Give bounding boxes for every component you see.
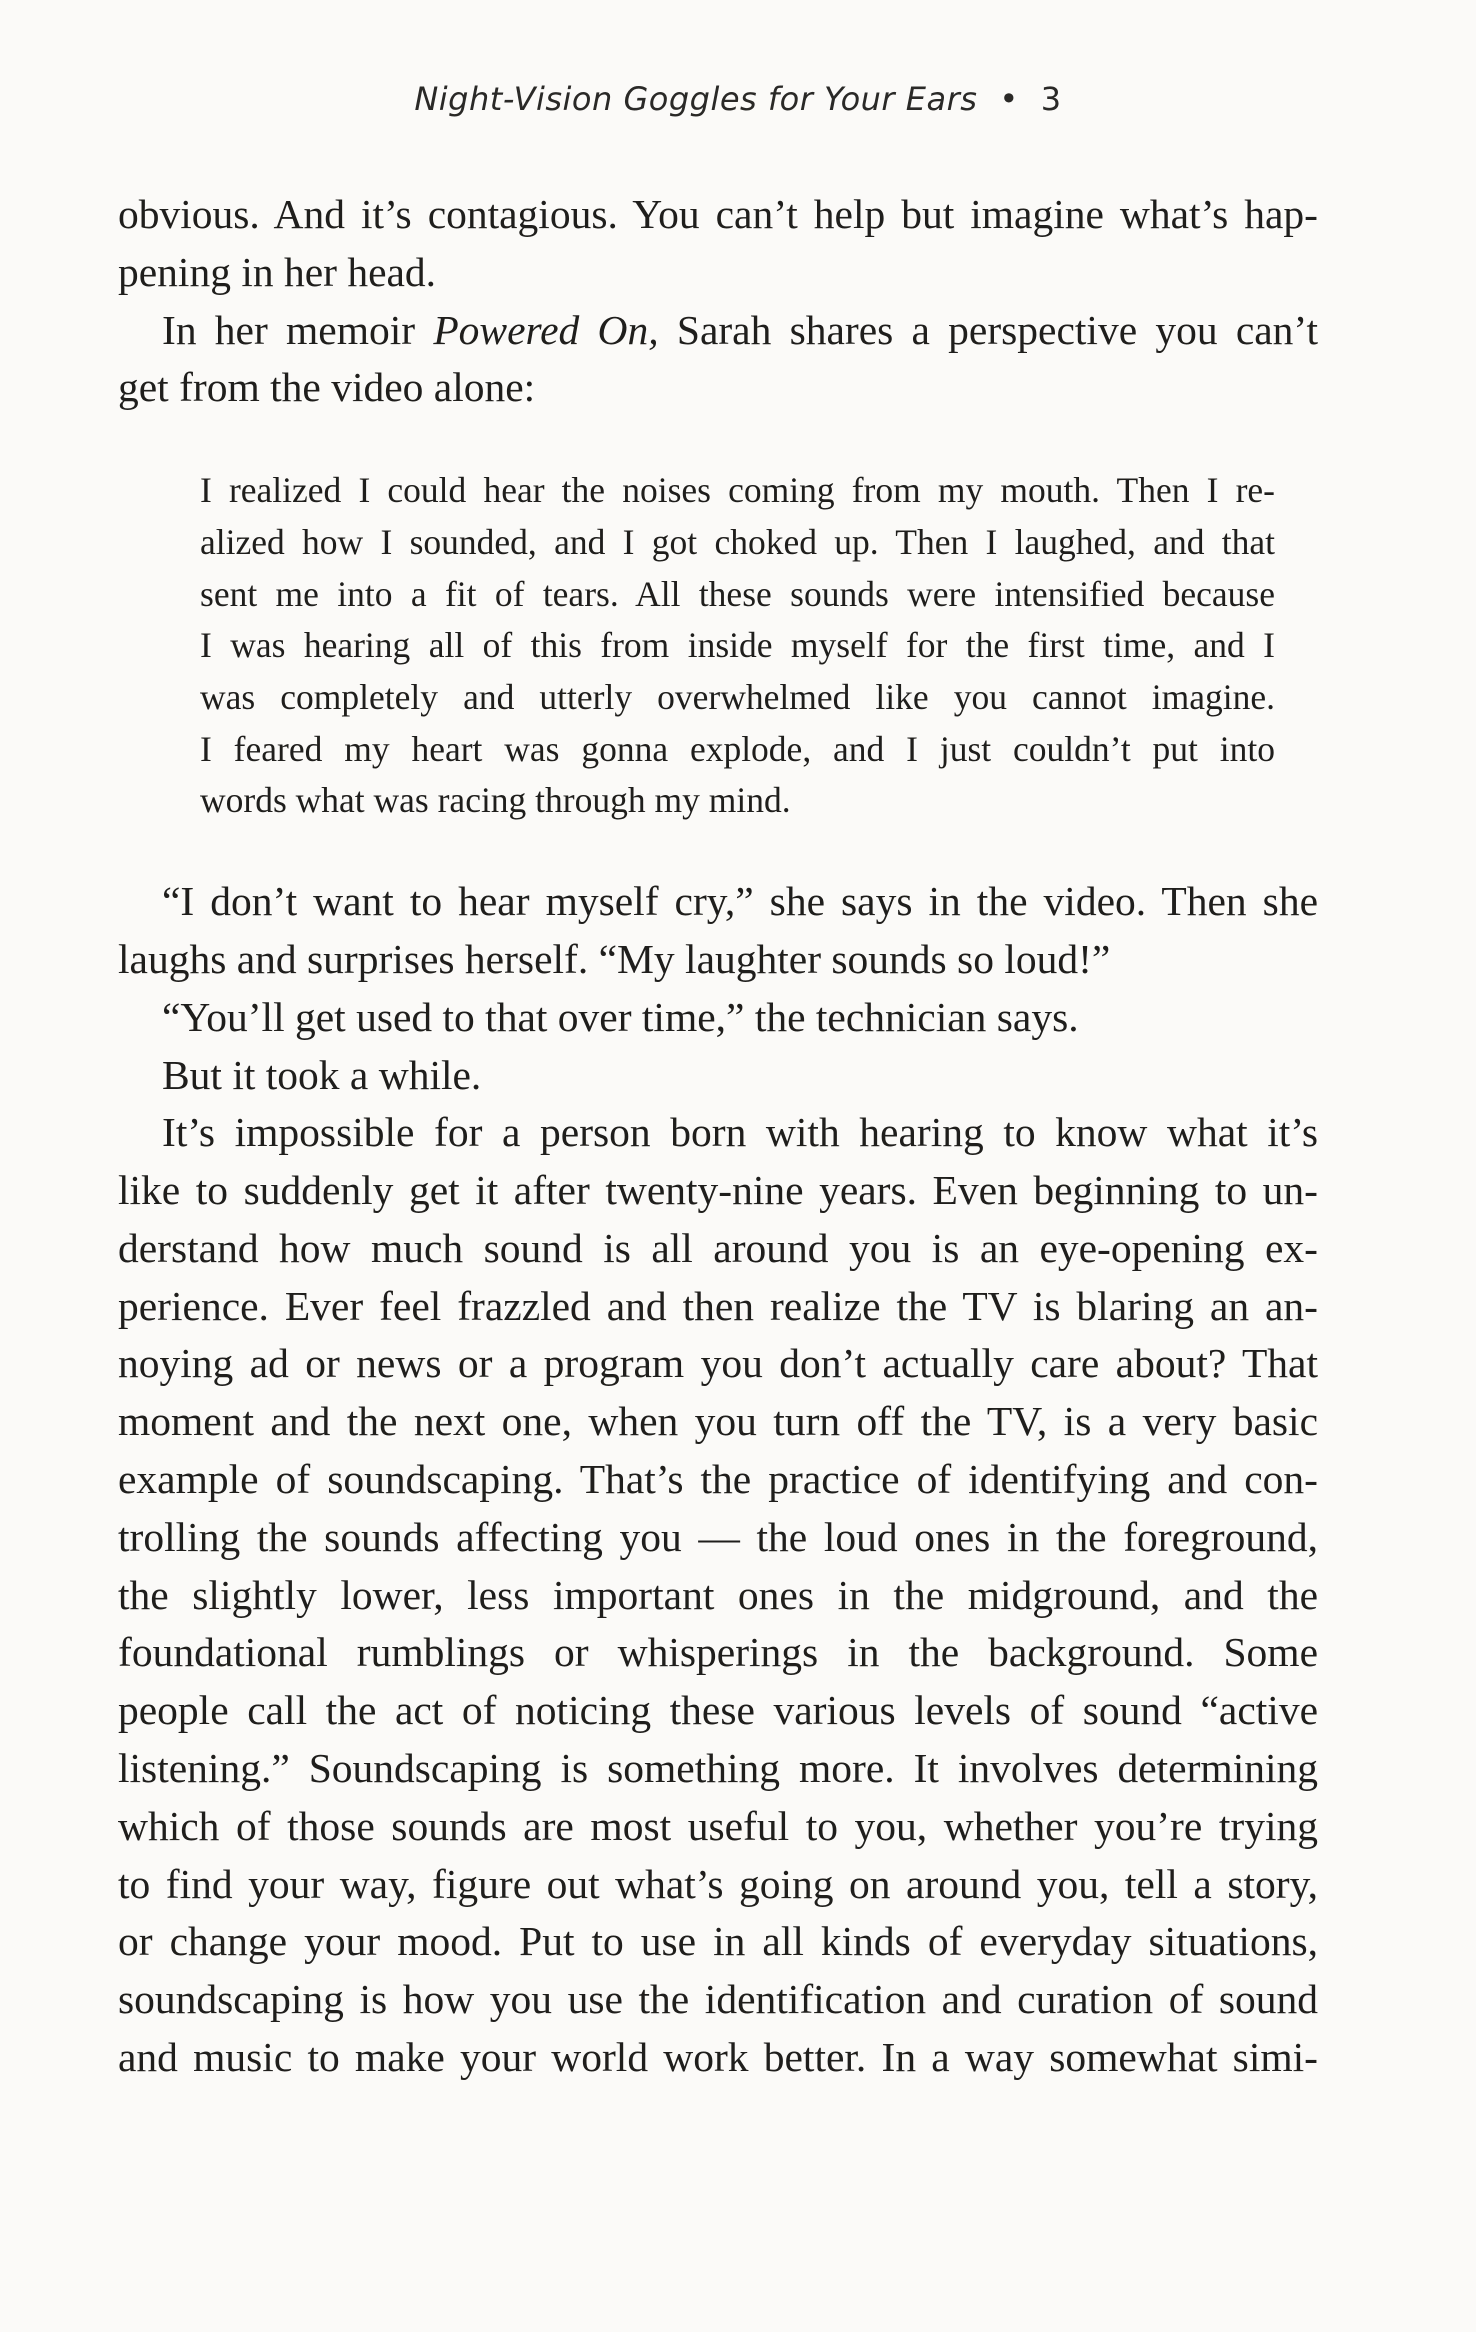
text-line: soundscaping is how you use the identification and curation of sound: [118, 1976, 1318, 2023]
text-line: get from the video alone:: [118, 364, 536, 411]
text-line: example of soundscaping. That’s the practice of identifying and con-: [118, 1456, 1318, 1503]
text-line: trolling the sounds affecting you — the loud ones in the foreground,: [118, 1513, 1318, 1560]
text-line: “I don’t want to hear myself cry,” she says in the video. Then she: [162, 878, 1318, 925]
text-line: derstand how much sound is all around you is an eye-opening ex-: [118, 1224, 1318, 1271]
quote-line: I realized I could hear the noises coming from my mouth. Then I re-: [200, 470, 1275, 511]
text-span: In her memoir: [162, 306, 434, 353]
text-line: to find your way, figure out what’s going on around you, tell a story,: [118, 1860, 1318, 1907]
running-head: [0, 80, 1476, 118]
text-line: moment and the next one, when you turn off the TV, is a very basic: [118, 1398, 1318, 1445]
quote-line: was completely and utterly overwhelmed like you cannot imagine.: [200, 677, 1275, 717]
book-title: Powered On,: [433, 306, 659, 353]
text-line: laughs and surprises herself. “My laughter sounds so loud!”: [118, 935, 1111, 982]
paragraph-2: [118, 302, 1318, 418]
paragraph-5: [118, 1047, 1318, 1105]
quote-line: words what was racing through my mind.: [200, 780, 791, 821]
text-line: It’s impossible for a person born with hearing to know what it’s: [162, 1109, 1318, 1156]
text-line: listening.” Soundscaping is something more. It involves determining: [118, 1745, 1318, 1792]
text-line: [118, 302, 1318, 360]
text-line: pening in her head.: [118, 248, 437, 295]
text-line: or change your mood. Put to use in all kinds of everyday situations,: [118, 1918, 1318, 1965]
text-line: and music to make your world work better. In a way somewhat simi-: [118, 2034, 1318, 2081]
text-line: the slightly lower, less important ones in the midground, and the: [118, 1571, 1318, 1618]
quote-line: I was hearing all of this from inside myself for the first time, and I: [200, 625, 1275, 666]
page-number: 3: [1040, 80, 1062, 118]
running-head-title: Night-Vision Goggles for Your Ears: [414, 80, 978, 118]
text-line: people call the act of noticing these various levels of sound “active: [118, 1687, 1318, 1734]
paragraph-3: [118, 873, 1318, 989]
quote-line: alized how I sounded, and I got choked up. Then I laughed, and that: [200, 521, 1275, 562]
running-head-separator: •: [999, 80, 1019, 118]
paragraph-1: [118, 186, 1318, 302]
text-line: foundational rumblings or whisperings in the background. Some: [118, 1629, 1318, 1676]
text-line: perience. Ever feel frazzled and then realize the TV is blaring an an-: [118, 1282, 1318, 1329]
paragraph-6: [118, 1104, 1318, 2087]
text-line: which of those sounds are most useful to you, whether you’re trying: [118, 1802, 1318, 1849]
text-line: like to suddenly get it after twenty-nine years. Even beginning to un-: [118, 1167, 1318, 1214]
body-text: [118, 186, 1318, 2087]
paragraph-4: [118, 989, 1318, 1047]
text-line: “You’ll get used to that over time,” the technician says.: [162, 993, 1079, 1040]
text-line: noying ad or news or a program you don’t actually care about? That: [118, 1340, 1318, 1387]
text-line: obvious. And it’s contagious. You can’t help but imagine what’s hap-: [118, 191, 1318, 237]
quote-line: I feared my heart was gonna explode, and I just couldn’t put into: [200, 728, 1275, 769]
text-line: But it took a while.: [162, 1051, 482, 1098]
text-span: Sarah shares a perspective you can’t: [658, 306, 1319, 353]
block-quote: [200, 465, 1275, 827]
quote-line: sent me into a fit of tears. All these sounds were intensified because: [200, 573, 1275, 614]
